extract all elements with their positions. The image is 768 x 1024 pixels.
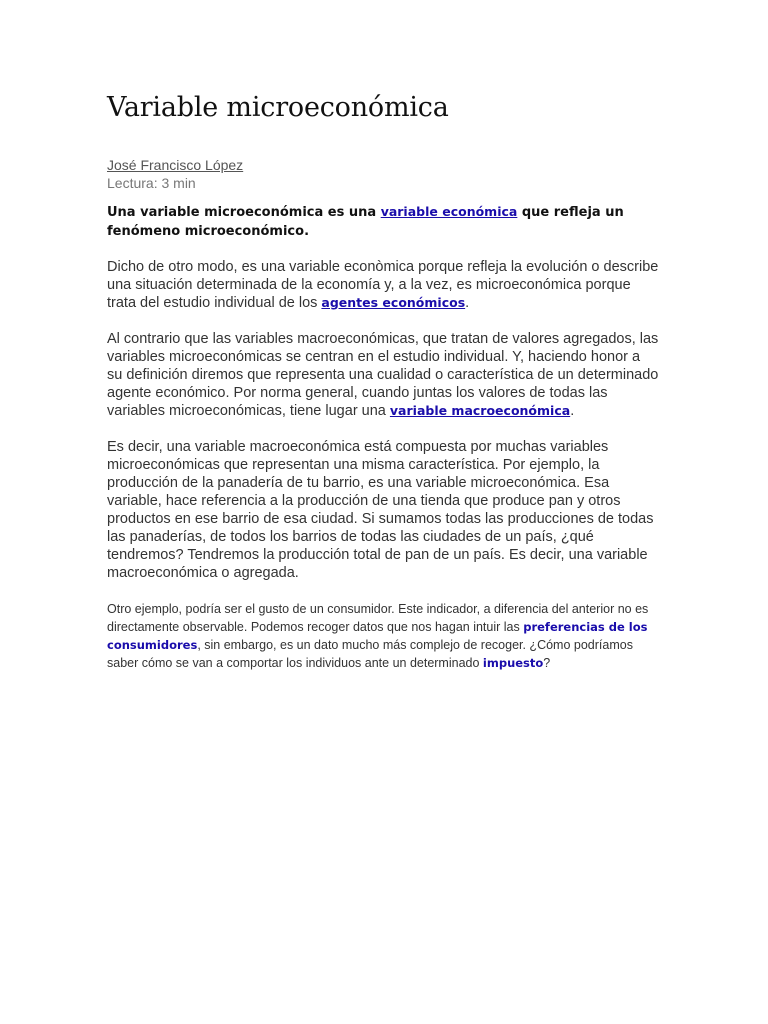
paragraph-4-text: Otro ejemplo, podría ser el gusto de un consumidor. Este indicador, a diferencia del anterior no es directamente observable. Podemos recoger datos que nos hagan intuir las: [107, 602, 649, 634]
paragraph-2-text: Al contrario que las variables macroeconómicas, que tratan de valores agregados, las variables microeconómicas se centran en el estudio individual. Y, haciendo honor a su definición diremos que representa una cualidad o característica de un determinado agente económico. Por norma general, cuando juntas los valores de todas las variables microeconómicas, tiene lugar una: [107, 331, 659, 419]
page-title: Variable microeconómica: [107, 92, 449, 123]
link-variable-macroeconomica[interactable]: variable macroeconómica: [389, 403, 571, 418]
paragraph-2-end: .: [570, 403, 575, 419]
reading-time: Lectura: 3 min: [107, 175, 196, 191]
paragraph-1-end: .: [465, 295, 470, 311]
paragraph-4-end: ?: [543, 656, 551, 670]
link-variable-economica[interactable]: variable económica: [380, 204, 518, 219]
link-preferencias-consumidores[interactable]: preferencias de los consumidores: [107, 620, 648, 652]
paragraph-1-text: Dicho de otro modo, es una variable econòmica porque refleja la evolución o describe una situación determinada de la economía y, a la vez, es microeconómica porque trata del estudio individual de los: [107, 259, 659, 311]
paragraph-1: [107, 258, 659, 312]
paragraph-4: [107, 600, 659, 672]
lede-text-end: que refleja un fenómeno microeconómico.: [107, 205, 624, 239]
paragraph-3: Es decir, una variable macroeconómica está compuesta por muchas variables microeconómicas que representan una misma característica. Por ejemplo, la producción de la panadería de tu barrio, es una variable microeconómica. Esa variable, hace referencia a la producción de una tienda que produce pan y otros productos en ese barrio de esa ciudad. Si sumamos todas las producciones de todas las panaderías, de todos los barrios de todas las ciudades de un país, ¿qué tendremos? Tendremos la producción total de pan de un país. Es decir, una variable macroeconómica o agregada.: [107, 439, 654, 581]
lede-text-start: Una variable microeconómica es una: [107, 205, 381, 220]
link-agentes-economicos[interactable]: agentes económicos: [321, 295, 466, 310]
author-link[interactable]: José Francisco López: [107, 157, 244, 173]
link-impuesto[interactable]: impuesto: [482, 656, 544, 670]
paragraph-2: [107, 330, 659, 420]
paragraph-4-middle: , sin embargo, es un dato mucho más complejo de recoger. ¿Cómo podríamos saber cómo se van a comportar los individuos ante un determinado: [107, 638, 633, 670]
lede-paragraph: [107, 202, 659, 241]
